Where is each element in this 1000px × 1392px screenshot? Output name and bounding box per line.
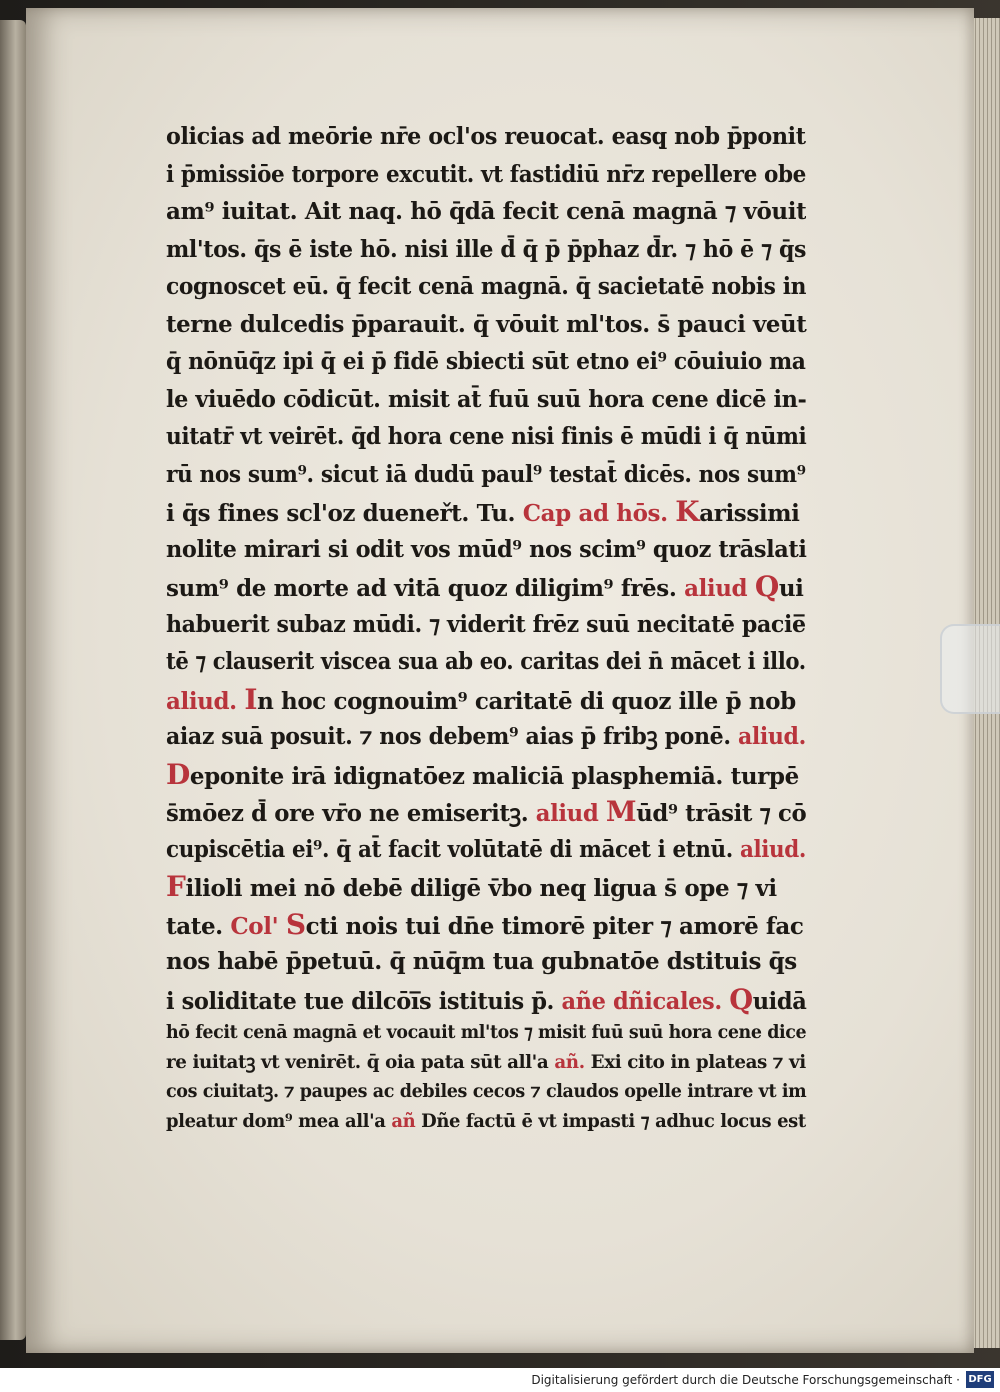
text-line (166, 568, 806, 606)
line-text: n hoc cognouim⁹ caritatē di quoz ille p̄ nob (257, 687, 796, 715)
text-line (166, 493, 806, 531)
rubric-text: aliud (684, 575, 755, 602)
rubricated-initial: S (285, 907, 306, 941)
line-text: terne dulcedis p̄parauit. q̄ vōuit ml'tos. s̄ pauci veūt (166, 310, 807, 338)
line-text: tē ⁊ clauserit viscea sua ab eo. caritas dei n̄ mācet i illo. (166, 648, 806, 675)
text-line (166, 793, 806, 831)
line-text: habuerit subaz mūdi. ⁊ viderit frēz suū necitatē pacie̅ (166, 610, 806, 638)
dfg-logo: DFG (966, 1371, 994, 1388)
line-text: cos ciuitatꝫ. ⁊ paupes ac debiles cecos ⁊ claudos opelle intrare vt im (166, 1081, 807, 1102)
rubricated-initial: I (244, 682, 258, 716)
text-line (166, 531, 806, 569)
text-line (166, 381, 806, 419)
line-text: i q̄s fines scl'oz dueneřt. Tu. (166, 500, 523, 527)
line-text: re iuitatꝫ vt venirēt. q̄ oia pata sūt all'a (166, 1051, 555, 1073)
text-line (166, 868, 806, 906)
line-text: i soliditate tue dilcōi̅s istituis p̄. (166, 987, 562, 1015)
text-line (166, 1077, 806, 1107)
text-line (166, 418, 806, 456)
left-page-edge (0, 20, 26, 1340)
line-text: am⁹ iuitat. Ait naq̧. hō q̄dā fecit cenā magnā ⁊ vōuit (166, 198, 806, 225)
rubricated-initial: F (166, 870, 186, 903)
line-text: cognoscet eū. q̄ fecit cenā magnā. q̄ sacietatē nobis in (166, 273, 807, 300)
line-text: le viuēdo cōdicūt. misit at̄ fuū suū hora cene dicē in- (166, 385, 807, 413)
line-text: s̄mōez d̄ ore vr̄o ne emiseritꝫ. (166, 800, 536, 827)
line-text: rū nos sum⁹. sicut iā dudū paul⁹ testat̄ dicēs. nos sum⁹ (166, 460, 806, 488)
rubric-text: aliud. (739, 835, 807, 863)
line-text: ilioli mei nō debē diligē v̄bo neq̧ ligua s̄ ope ⁊ vi (185, 875, 777, 902)
line-text: cupiscētia ei⁹. q̄ at̄ facit volūtatē di mācet i etnū. (166, 835, 740, 863)
rubric-text: aliud (535, 800, 606, 827)
line-text: hō fecit cenā magnā et vocauit ml'tos ⁊ misit fuū suū hora cene dice (166, 1022, 807, 1043)
text-line (166, 606, 806, 644)
line-text: nolite mirari si odit vos mūd⁹ nos scim⁹ quoz trāslati (166, 535, 807, 563)
text-line (166, 943, 806, 981)
line-text: uidā (752, 987, 807, 1015)
rubricated-initial: D (166, 757, 190, 791)
line-text: ūd⁹ trāsit ⁊ cō (636, 800, 807, 827)
text-line (166, 756, 806, 794)
line-text: arissimi (699, 500, 800, 527)
line-text: aiaz suā posuit. ⁊ nos debem⁹ aias p̄ fribꝫ ponē. (166, 723, 738, 750)
line-text: ml'tos. q̄s ē iste hō. nisi ille d̄ q̄ p̄ p̄phaz d̄r. ⁊ hō ē ⁊ q̄s (166, 235, 807, 263)
line-text: tate. (166, 912, 231, 940)
rubric-text: añ. (554, 1051, 591, 1073)
text-line (166, 118, 806, 156)
rubricated-initial: Q (754, 570, 779, 603)
line-text: uitatr̄ vt veirēt. q̄d hora cene nisi finis ē mūdi i q̄ nūmi (166, 423, 807, 450)
text-line (166, 231, 806, 269)
line-text: nos habē p̄petuū. q̄ nūq̄m tua gubnatōe dstituis q̄s (166, 948, 797, 975)
rubric-text: aliud. (737, 723, 806, 750)
text-line (166, 1018, 806, 1048)
text-line (166, 643, 806, 681)
text-line (166, 156, 806, 194)
rubric-text: aliud. (166, 687, 245, 715)
text-line (166, 681, 806, 719)
rubric-text: añ (391, 1110, 422, 1132)
page-clip (940, 624, 1000, 714)
rubricated-initial: Q (729, 982, 753, 1016)
line-text: q̄ nōnūq̄z ipi q̄ ei p̄ fidē sbiecti sūt etno ei⁹ cōuiuio ma (166, 348, 806, 375)
text-line (166, 306, 806, 344)
line-text: sum⁹ de morte ad vitā quoz diligim⁹ frēs. (166, 575, 685, 602)
line-text: olicias ad meōrie nr̄e ocl'os reuocat. easq̧ nob p̄ponit (166, 123, 806, 150)
rubricated-initial: K (675, 495, 700, 528)
printed-text-block (166, 118, 806, 1136)
text-line (166, 718, 806, 756)
line-text: pleatur dom⁹ mea all'a (166, 1110, 392, 1132)
text-line (166, 906, 806, 944)
rubric-text: Cap ad hōs. (522, 500, 676, 527)
rubric-text: Col' (230, 912, 286, 940)
text-line (166, 456, 806, 494)
text-line (166, 343, 806, 381)
line-text: ui (778, 575, 804, 602)
footer-credit: Digitalisierung gefördert durch die Deutsche Forschungsgemeinschaft · (531, 1373, 960, 1387)
text-line (166, 1048, 806, 1078)
line-text: i p̄missiōe torpore excutit. vt fastidiū nr̄z repellere obe (166, 160, 807, 188)
rubric-text: añe dñicales. (561, 987, 730, 1015)
line-text: eponite irā idignatōez maliciā plasphemiā. turpē (189, 762, 799, 790)
text-line (166, 981, 806, 1019)
text-line (166, 193, 806, 231)
text-line (166, 1107, 806, 1137)
text-line (166, 268, 806, 306)
rubricated-initial: M (605, 795, 637, 828)
line-text: Exi cito in plateas ⁊ vi (590, 1051, 806, 1073)
line-text: cti nois tui dn̄e timorē piter ⁊ amorē fac (305, 912, 804, 940)
line-text: Dñe factū ē vt impasti ⁊ adhuc locus est (421, 1110, 806, 1132)
text-line (166, 831, 806, 869)
